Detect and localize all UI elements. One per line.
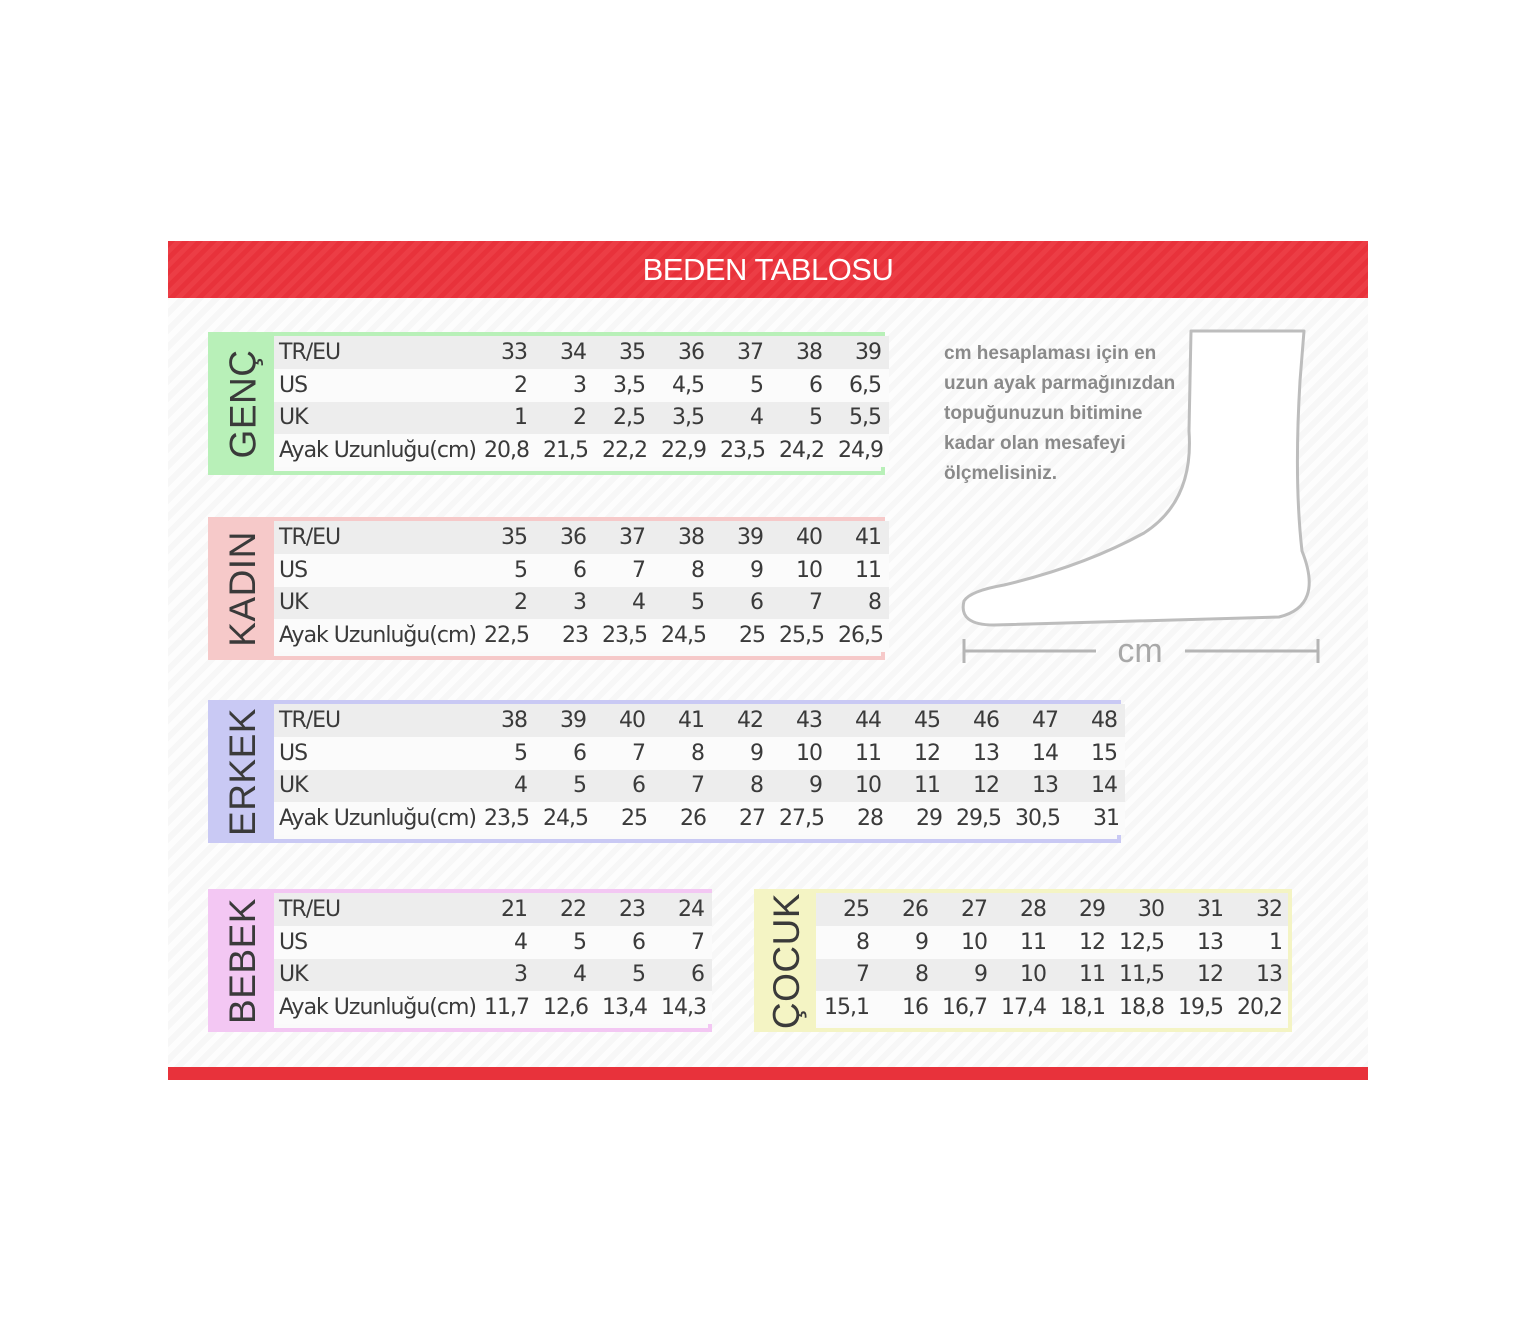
erkek-cell: 45 <box>914 707 940 733</box>
erkek-cell: 7 <box>632 740 645 766</box>
erkek-cell: 25 <box>620 806 647 832</box>
kadin-row-label: US <box>279 557 308 583</box>
erkek-cell: 27,5 <box>779 806 824 832</box>
bebek-cell: 24 <box>678 896 704 922</box>
erkek-cell: 10 <box>796 740 822 766</box>
cocuk-cell: 1 <box>1269 929 1282 955</box>
page-title: BEDEN TABLOSU <box>642 251 894 287</box>
kadin-cell: 25,5 <box>779 623 824 649</box>
kadin-cell: 23 <box>561 623 588 649</box>
cocuk-cell: 16 <box>902 995 928 1021</box>
cocuk-cell: 16,7 <box>942 995 987 1021</box>
note-line: ölçmelisiniz. <box>944 463 1057 484</box>
erkek-cell: 11 <box>914 773 940 799</box>
kadin-cell: 25 <box>738 623 765 649</box>
erkek-row-label: UK <box>279 773 308 799</box>
erkek-cell: 6 <box>573 740 586 766</box>
kadin-row-label: TR/EU <box>279 524 341 550</box>
kadin-cell: 5 <box>691 590 704 616</box>
bebek-cell: 12,6 <box>543 995 588 1021</box>
cocuk-cell: 25 <box>843 896 869 922</box>
kadin-cell: 5 <box>514 557 527 583</box>
erkek-side <box>212 704 274 839</box>
erkek-cell: 12 <box>914 740 940 766</box>
cocuk-cell: 12 <box>1197 962 1223 988</box>
genc-row-label: Ayak Uzunluğu(cm) <box>279 438 476 464</box>
cocuk-cell: 10 <box>1020 962 1046 988</box>
erkek-row-label: TR/EU <box>279 707 341 733</box>
title-bar <box>168 241 1368 298</box>
erkek-row <box>274 737 1125 770</box>
bebek-cell: 6 <box>632 929 645 955</box>
erkek-cell: 30,5 <box>1015 806 1060 832</box>
kadin-cell: 6 <box>750 590 763 616</box>
erkek-cell: 5 <box>573 773 586 799</box>
bebek-row-label: US <box>279 929 308 955</box>
genc-cell: 34 <box>560 339 586 365</box>
genc-cell: 24,9 <box>838 438 883 464</box>
erkek-cell: 29,5 <box>956 806 1001 832</box>
kadin-cell: 10 <box>796 557 822 583</box>
bebek-row-label: UK <box>279 962 308 988</box>
genc-row <box>274 369 889 402</box>
genc-rows <box>274 336 889 471</box>
genc-cell: 5 <box>809 405 822 431</box>
genc-cell: 4 <box>750 405 763 431</box>
erkek-cell: 48 <box>1091 707 1117 733</box>
genc-cell: 20,8 <box>484 438 529 464</box>
erkek-cell: 26 <box>679 806 706 832</box>
genc-row <box>274 336 889 369</box>
kadin-cell: 40 <box>796 524 822 550</box>
note-line: topuğunuzun bitimine <box>944 403 1143 424</box>
erkek-cell: 8 <box>691 740 704 766</box>
bebek-cell: 14,3 <box>661 995 706 1021</box>
bebek-cell: 23 <box>619 896 645 922</box>
erkek-row-label: US <box>279 740 308 766</box>
erkek-rows <box>274 704 1125 839</box>
bebek-row <box>274 991 712 1024</box>
kadin-cell: 36 <box>560 524 586 550</box>
erkek-label: ERKEK <box>222 707 263 836</box>
genc-cell: 6,5 <box>849 372 881 398</box>
genc-cell: 2 <box>514 372 527 398</box>
genc-cell: 22,2 <box>602 438 647 464</box>
genc-side <box>212 336 274 471</box>
cocuk-cell: 11 <box>1079 962 1105 988</box>
genc-cell: 3,5 <box>613 372 645 398</box>
kadin-cell: 41 <box>855 524 881 550</box>
erkek-cell: 31 <box>1092 806 1119 832</box>
erkek-cell: 28 <box>856 806 883 832</box>
cocuk-row <box>816 926 1288 959</box>
cocuk-cell: 18,1 <box>1060 995 1105 1021</box>
genc-cell: 24,2 <box>779 438 824 464</box>
genc-cell: 38 <box>796 339 822 365</box>
genc-cell: 5,5 <box>849 405 881 431</box>
cocuk-cell: 26 <box>902 896 928 922</box>
erkek-cell: 40 <box>619 707 645 733</box>
kadin-cell: 22,5 <box>484 623 529 649</box>
genc-row <box>274 402 889 435</box>
genc-row-label: US <box>279 372 308 398</box>
cocuk-row <box>816 893 1288 926</box>
cocuk-cell: 18,8 <box>1119 995 1164 1021</box>
erkek-cell: 13 <box>1032 773 1058 799</box>
erkek-cell: 44 <box>855 707 881 733</box>
cocuk-cell: 12,5 <box>1119 929 1164 955</box>
erkek-cell: 42 <box>737 707 763 733</box>
cocuk-cell: 9 <box>974 962 987 988</box>
bebek-row <box>274 893 712 926</box>
cocuk-cell: 7 <box>856 962 869 988</box>
kadin-cell: 3 <box>573 590 586 616</box>
erkek-cell: 39 <box>560 707 586 733</box>
erkek-row <box>274 704 1125 737</box>
erkek-cell: 7 <box>691 773 704 799</box>
genc-cell: 39 <box>855 339 881 365</box>
genc-panel <box>208 332 885 475</box>
genc-cell: 2 <box>573 405 586 431</box>
cocuk-cell: 9 <box>915 929 928 955</box>
note-line: kadar olan mesafeyi <box>944 433 1126 454</box>
cocuk-cell: 32 <box>1256 896 1282 922</box>
cocuk-cell: 28 <box>1020 896 1046 922</box>
genc-label: GENÇ <box>222 349 263 458</box>
cocuk-side <box>758 893 816 1028</box>
genc-cell: 36 <box>678 339 704 365</box>
erkek-cell: 12 <box>973 773 999 799</box>
kadin-side <box>212 521 274 656</box>
cocuk-label: ÇOCUK <box>766 892 807 1029</box>
size-chart-sheet <box>168 241 1368 1079</box>
note-line: cm hesaplaması için en <box>944 343 1157 364</box>
cocuk-cell: 15,1 <box>824 995 869 1021</box>
erkek-cell: 41 <box>678 707 704 733</box>
cocuk-cell: 29 <box>1079 896 1105 922</box>
erkek-cell: 43 <box>796 707 822 733</box>
bebek-cell: 3 <box>514 962 527 988</box>
genc-cell: 23,5 <box>720 438 765 464</box>
kadin-rows <box>274 521 889 656</box>
bebek-row <box>274 959 712 992</box>
erkek-cell: 46 <box>973 707 999 733</box>
genc-cell: 6 <box>809 372 822 398</box>
cocuk-cell: 11,5 <box>1119 962 1164 988</box>
cocuk-cell: 10 <box>961 929 987 955</box>
cocuk-cell: 11 <box>1020 929 1046 955</box>
kadin-cell: 35 <box>501 524 527 550</box>
genc-row-label: TR/EU <box>279 339 341 365</box>
cocuk-cell: 8 <box>915 962 928 988</box>
erkek-cell: 15 <box>1091 740 1117 766</box>
kadin-row <box>274 619 889 652</box>
erkek-cell: 29 <box>915 806 942 832</box>
erkek-cell: 9 <box>809 773 822 799</box>
erkek-row <box>274 770 1125 803</box>
cocuk-cell: 13 <box>1256 962 1282 988</box>
note-line: uzun ayak parmağınızdan <box>944 373 1176 394</box>
kadin-cell: 9 <box>750 557 763 583</box>
cocuk-cell: 27 <box>961 896 987 922</box>
erkek-cell: 8 <box>750 773 763 799</box>
kadin-cell: 2 <box>514 590 527 616</box>
genc-cell: 3,5 <box>672 405 704 431</box>
erkek-cell: 23,5 <box>484 806 529 832</box>
kadin-cell: 11 <box>855 557 881 583</box>
kadin-panel <box>208 517 885 660</box>
genc-row-label: UK <box>279 405 308 431</box>
bebek-cell: 7 <box>691 929 704 955</box>
kadin-cell: 8 <box>868 590 881 616</box>
cocuk-cell: 19,5 <box>1178 995 1223 1021</box>
erkek-cell: 24,5 <box>543 806 588 832</box>
cocuk-cell: 30 <box>1138 896 1164 922</box>
cocuk-row <box>816 959 1288 992</box>
erkek-row <box>274 802 1125 835</box>
bebek-panel <box>208 889 712 1032</box>
erkek-cell: 13 <box>973 740 999 766</box>
bebek-cell: 13,4 <box>602 995 647 1021</box>
kadin-cell: 8 <box>691 557 704 583</box>
bottom-bar <box>168 1067 1368 1080</box>
kadin-cell: 38 <box>678 524 704 550</box>
kadin-row-label: UK <box>279 590 308 616</box>
genc-cell: 5 <box>750 372 763 398</box>
bebek-side <box>212 893 274 1028</box>
measure-label: cm <box>1117 632 1163 670</box>
bebek-cell: 6 <box>691 962 704 988</box>
foot-illustration <box>944 321 1354 681</box>
kadin-cell: 4 <box>632 590 645 616</box>
kadin-cell: 37 <box>619 524 645 550</box>
kadin-cell: 6 <box>573 557 586 583</box>
erkek-cell: 14 <box>1032 740 1058 766</box>
genc-cell: 21,5 <box>543 438 588 464</box>
kadin-cell: 7 <box>632 557 645 583</box>
erkek-row-label: Ayak Uzunluğu(cm) <box>279 806 476 832</box>
bebek-row-label: Ayak Uzunluğu(cm) <box>279 995 476 1021</box>
genc-cell: 2,5 <box>613 405 645 431</box>
bebek-label: BEBEK <box>222 897 263 1024</box>
genc-cell: 1 <box>514 405 527 431</box>
erkek-cell: 14 <box>1091 773 1117 799</box>
cocuk-row <box>816 991 1288 1024</box>
bebek-cell: 4 <box>573 962 586 988</box>
erkek-cell: 47 <box>1032 707 1058 733</box>
genc-cell: 33 <box>501 339 527 365</box>
genc-cell: 37 <box>737 339 763 365</box>
cocuk-panel <box>754 889 1292 1032</box>
bebek-cell: 5 <box>632 962 645 988</box>
kadin-row <box>274 521 889 554</box>
foot-outline-icon <box>963 331 1309 625</box>
erkek-cell: 9 <box>750 740 763 766</box>
kadin-row-label: Ayak Uzunluğu(cm) <box>279 623 476 649</box>
cocuk-rows <box>816 893 1288 1028</box>
erkek-panel <box>208 700 1121 843</box>
kadin-row <box>274 587 889 620</box>
genc-cell: 35 <box>619 339 645 365</box>
bebek-row <box>274 926 712 959</box>
erkek-cell: 4 <box>514 773 527 799</box>
cocuk-cell: 17,4 <box>1001 995 1046 1021</box>
erkek-cell: 11 <box>855 740 881 766</box>
bebek-rows <box>274 893 712 1028</box>
erkek-cell: 27 <box>738 806 765 832</box>
genc-row <box>274 434 889 467</box>
bebek-cell: 11,7 <box>484 995 529 1021</box>
kadin-cell: 23,5 <box>602 623 647 649</box>
genc-cell: 4,5 <box>672 372 704 398</box>
genc-cell: 3 <box>573 372 586 398</box>
cocuk-cell: 13 <box>1197 929 1223 955</box>
bebek-cell: 4 <box>514 929 527 955</box>
erkek-cell: 10 <box>855 773 881 799</box>
erkek-cell: 5 <box>514 740 527 766</box>
kadin-cell: 24,5 <box>661 623 706 649</box>
erkek-cell: 38 <box>501 707 527 733</box>
genc-cell: 22,9 <box>661 438 706 464</box>
cocuk-cell: 31 <box>1197 896 1223 922</box>
kadin-cell: 26,5 <box>838 623 883 649</box>
cocuk-cell: 8 <box>856 929 869 955</box>
bebek-row-label: TR/EU <box>279 896 341 922</box>
kadin-label: KADIN <box>222 530 264 647</box>
cocuk-cell: 12 <box>1079 929 1105 955</box>
bebek-cell: 21 <box>501 896 527 922</box>
erkek-cell: 6 <box>632 773 645 799</box>
kadin-cell: 39 <box>737 524 763 550</box>
cocuk-cell: 20,2 <box>1237 995 1282 1021</box>
kadin-cell: 7 <box>809 590 822 616</box>
kadin-row <box>274 554 889 587</box>
bebek-cell: 5 <box>573 929 586 955</box>
bebek-cell: 22 <box>560 896 586 922</box>
